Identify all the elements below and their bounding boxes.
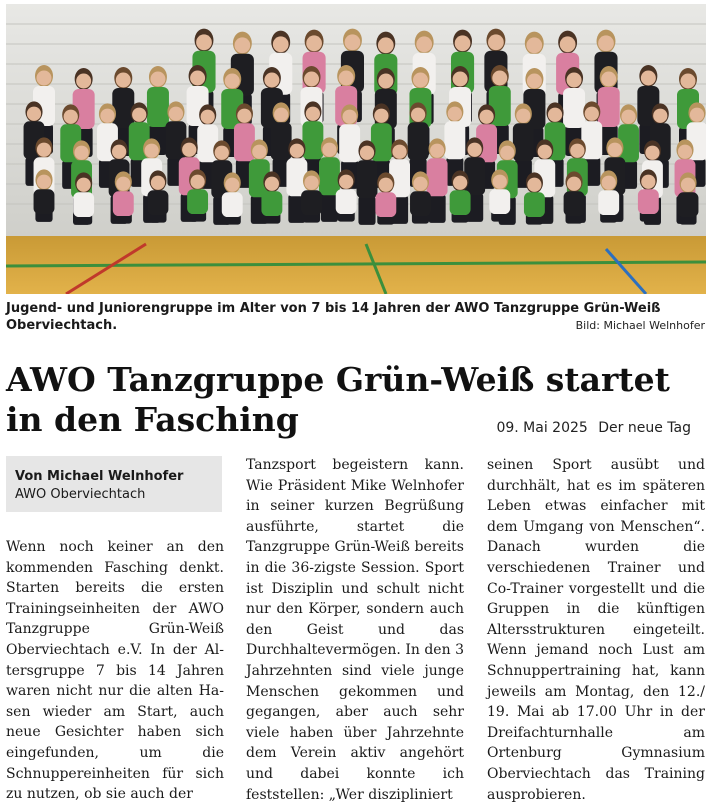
person: [564, 171, 585, 223]
person: [113, 171, 134, 223]
person: [524, 172, 545, 224]
person: [678, 172, 699, 224]
article-text-3: seinen Sport ausübt und durchhält, hat es im späteren Leben etwas einfacher mit dem Umgang von Menschen“. Danach wurden die verschiedenen Trainer und Co-Trainer vorgestellt und die Gruppen in die künftigen Altersstrukturen eingeteilt. Wenn jemand noch Lust am Schnuppertraining hat, kann jeweils am Montag, den 12./ 19. Mai ab 17.00 Uhr in der Dreifachturnhalle am Ortenburg Gymnasium Oberviechtach das Training ausprobieren.: [487, 457, 705, 803]
photo-caption: Jugend- und Juniorengruppe im Alter von 7 bis 14 Jahren der AWO Tanzgruppe Grün-Weiß Oberviechtach.: [6, 301, 661, 333]
person: [261, 171, 282, 223]
person: [357, 140, 378, 225]
group-photo: [6, 4, 706, 294]
person: [336, 169, 357, 221]
person: [375, 172, 396, 224]
person: [489, 169, 510, 221]
article-text-2: Tanzsport begeistern kann. Wie Präsident Mike Welnhofer in seiner kurzen Begrüßung ausführte, startet die Tanzgruppe Grün-Weiß bereits in die 36-zigste Session. Sport ist Disziplin und schult nicht nur den Körper, sondern auch den Geist und das Durchhaltevermögen. In den 3 Jahrzehnten sind viele junge Menschen gekommen und gegangen, aber auch sehr viele haben über Jahrzehnte dem Verein aktiv angehört und dabei konnte ich feststellen: „Wer diszipliniert: [246, 457, 464, 803]
article-headline: AWO Tanzgruppe Grün-Weiß startet in den Fasching: [6, 360, 670, 439]
person: [222, 172, 243, 224]
person: [638, 169, 659, 221]
article-text-1: Wenn noch keiner an den kommenden Fasching denkt. Starten bereits die ersten Trainingseinheiten der AWO Tanzgruppe Grün-Weiß Oberviechtach e.V. In der Altersgruppe 7 bis 14 Jahren waren nicht nur die alten Hasen wieder am Start, auch neue Gesichter haben sich eingefunden, um die Schnuppereinheiten für sich zu nutzen, ob sie auch der: [6, 539, 224, 803]
group-photo-illustration: [6, 4, 706, 294]
article-column-3: [487, 455, 705, 803]
person: [147, 170, 168, 222]
publication-date: 09. Mai 2025: [496, 420, 588, 436]
article-column-1: [6, 537, 224, 803]
person: [410, 171, 431, 223]
author-name: Von Michael Welnhofer: [15, 469, 184, 484]
person: [301, 170, 322, 222]
person: [73, 172, 94, 224]
author-place: AWO Oberviechtach: [15, 487, 146, 502]
person: [450, 170, 471, 222]
person: [187, 169, 208, 221]
author-box: [6, 456, 222, 512]
publication-name: Der neue Tag: [598, 420, 691, 436]
photo-credit: Bild: Michael Welnhofer: [575, 319, 705, 332]
person: [598, 170, 619, 222]
person: [34, 169, 55, 221]
dateline: [496, 420, 691, 436]
article-column-2: [246, 455, 464, 803]
